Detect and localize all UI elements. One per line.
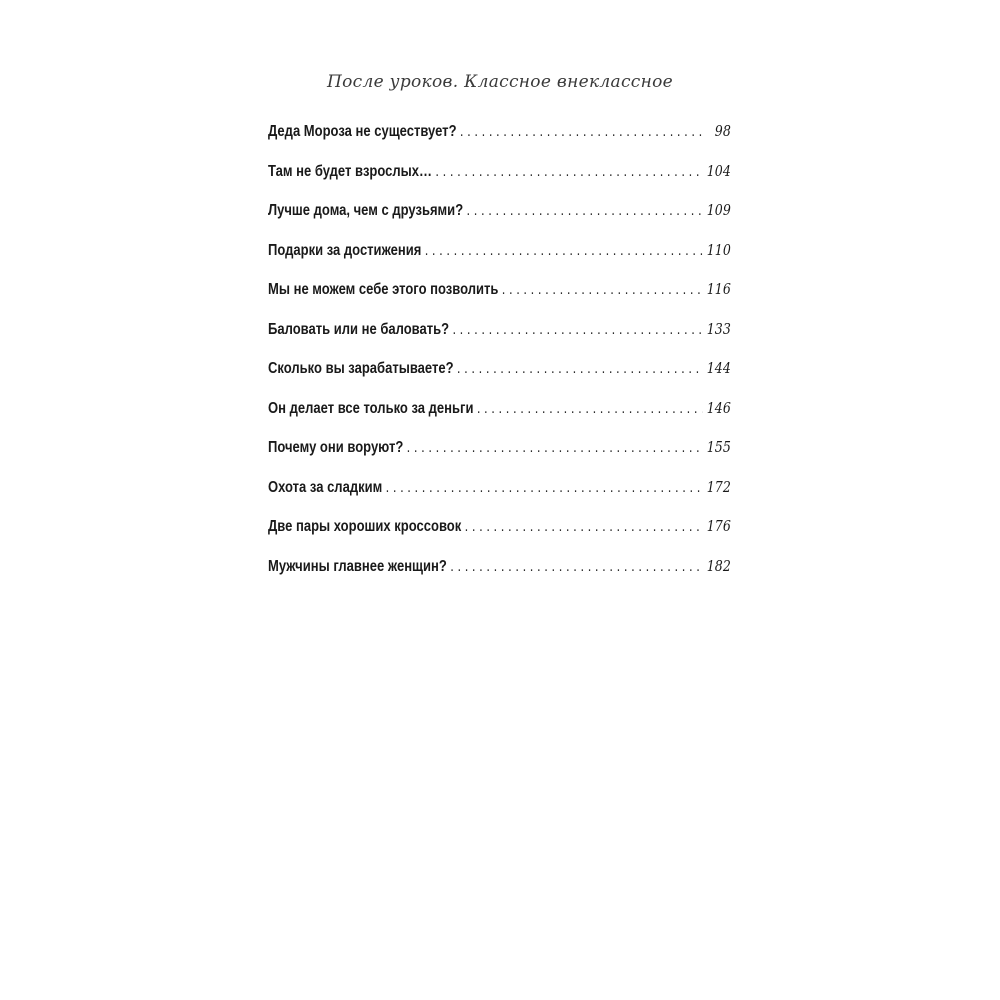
table-of-contents: [268, 122, 731, 596]
toc-entry-title: Подарки за достижения: [268, 241, 422, 259]
toc-entry-title: Он делает все только за деньги: [268, 399, 474, 417]
toc-entry-title: Лучше дома, чем с друзьями?: [268, 202, 464, 219]
dot-leader: [425, 242, 703, 260]
toc-entry: [268, 122, 731, 162]
toc-entry: [268, 201, 731, 241]
toc-entry-page: 146: [706, 398, 731, 417]
toc-entry: [268, 557, 731, 597]
toc-entry-title: Почему они воруют?: [268, 439, 404, 456]
toc-entry: [268, 517, 731, 557]
dot-leader: [465, 518, 703, 536]
toc-entry-title: Там не будет взрослых…: [268, 162, 433, 180]
toc-entry: [268, 399, 731, 439]
toc-entry-title: Мужчины главнее женщин?: [268, 557, 447, 575]
dot-leader: [457, 360, 702, 378]
toc-entry-title: Сколько вы зарабатываете?: [268, 360, 454, 377]
toc-entry: [268, 241, 731, 281]
toc-entry-page: 110: [706, 240, 731, 259]
dot-leader: [435, 163, 702, 181]
dot-leader: [407, 439, 703, 457]
toc-entry-page: 109: [706, 201, 731, 219]
dot-leader: [502, 281, 703, 299]
dot-leader: [386, 479, 703, 497]
toc-entry: [268, 359, 731, 399]
dot-leader: [477, 400, 702, 418]
toc-entry-title: Деда Мороза не существует?: [268, 123, 457, 140]
toc-entry-page: 144: [706, 359, 731, 377]
dot-leader: [467, 202, 703, 220]
toc-entry-page: 104: [706, 161, 731, 180]
toc-entry: [268, 438, 731, 478]
toc-entry-page: 176: [706, 517, 731, 535]
dot-leader: [450, 558, 702, 576]
toc-entry-page: 155: [706, 438, 731, 456]
toc-entry: [268, 162, 731, 202]
toc-entry-page: 98: [714, 122, 731, 140]
toc-entry-title: Охота за сладким: [268, 478, 383, 496]
toc-entry: [268, 280, 731, 320]
toc-entry-page: 116: [706, 280, 731, 298]
toc-entry-page: 172: [706, 477, 731, 496]
toc-entry-title: Две пары хороших кроссовок: [268, 518, 462, 535]
toc-entry-page: 182: [706, 556, 731, 575]
dot-leader: [452, 321, 702, 339]
toc-entry-title: Баловать или не баловать?: [268, 320, 450, 338]
running-head: После уроков. Классное внеклассное: [327, 72, 673, 92]
toc-entry-page: 133: [706, 319, 731, 338]
toc-entry: [268, 478, 731, 518]
dot-leader: [460, 123, 702, 141]
toc-entry: [268, 320, 731, 360]
toc-entry-title: Мы не можем себе этого позволить: [268, 281, 499, 298]
